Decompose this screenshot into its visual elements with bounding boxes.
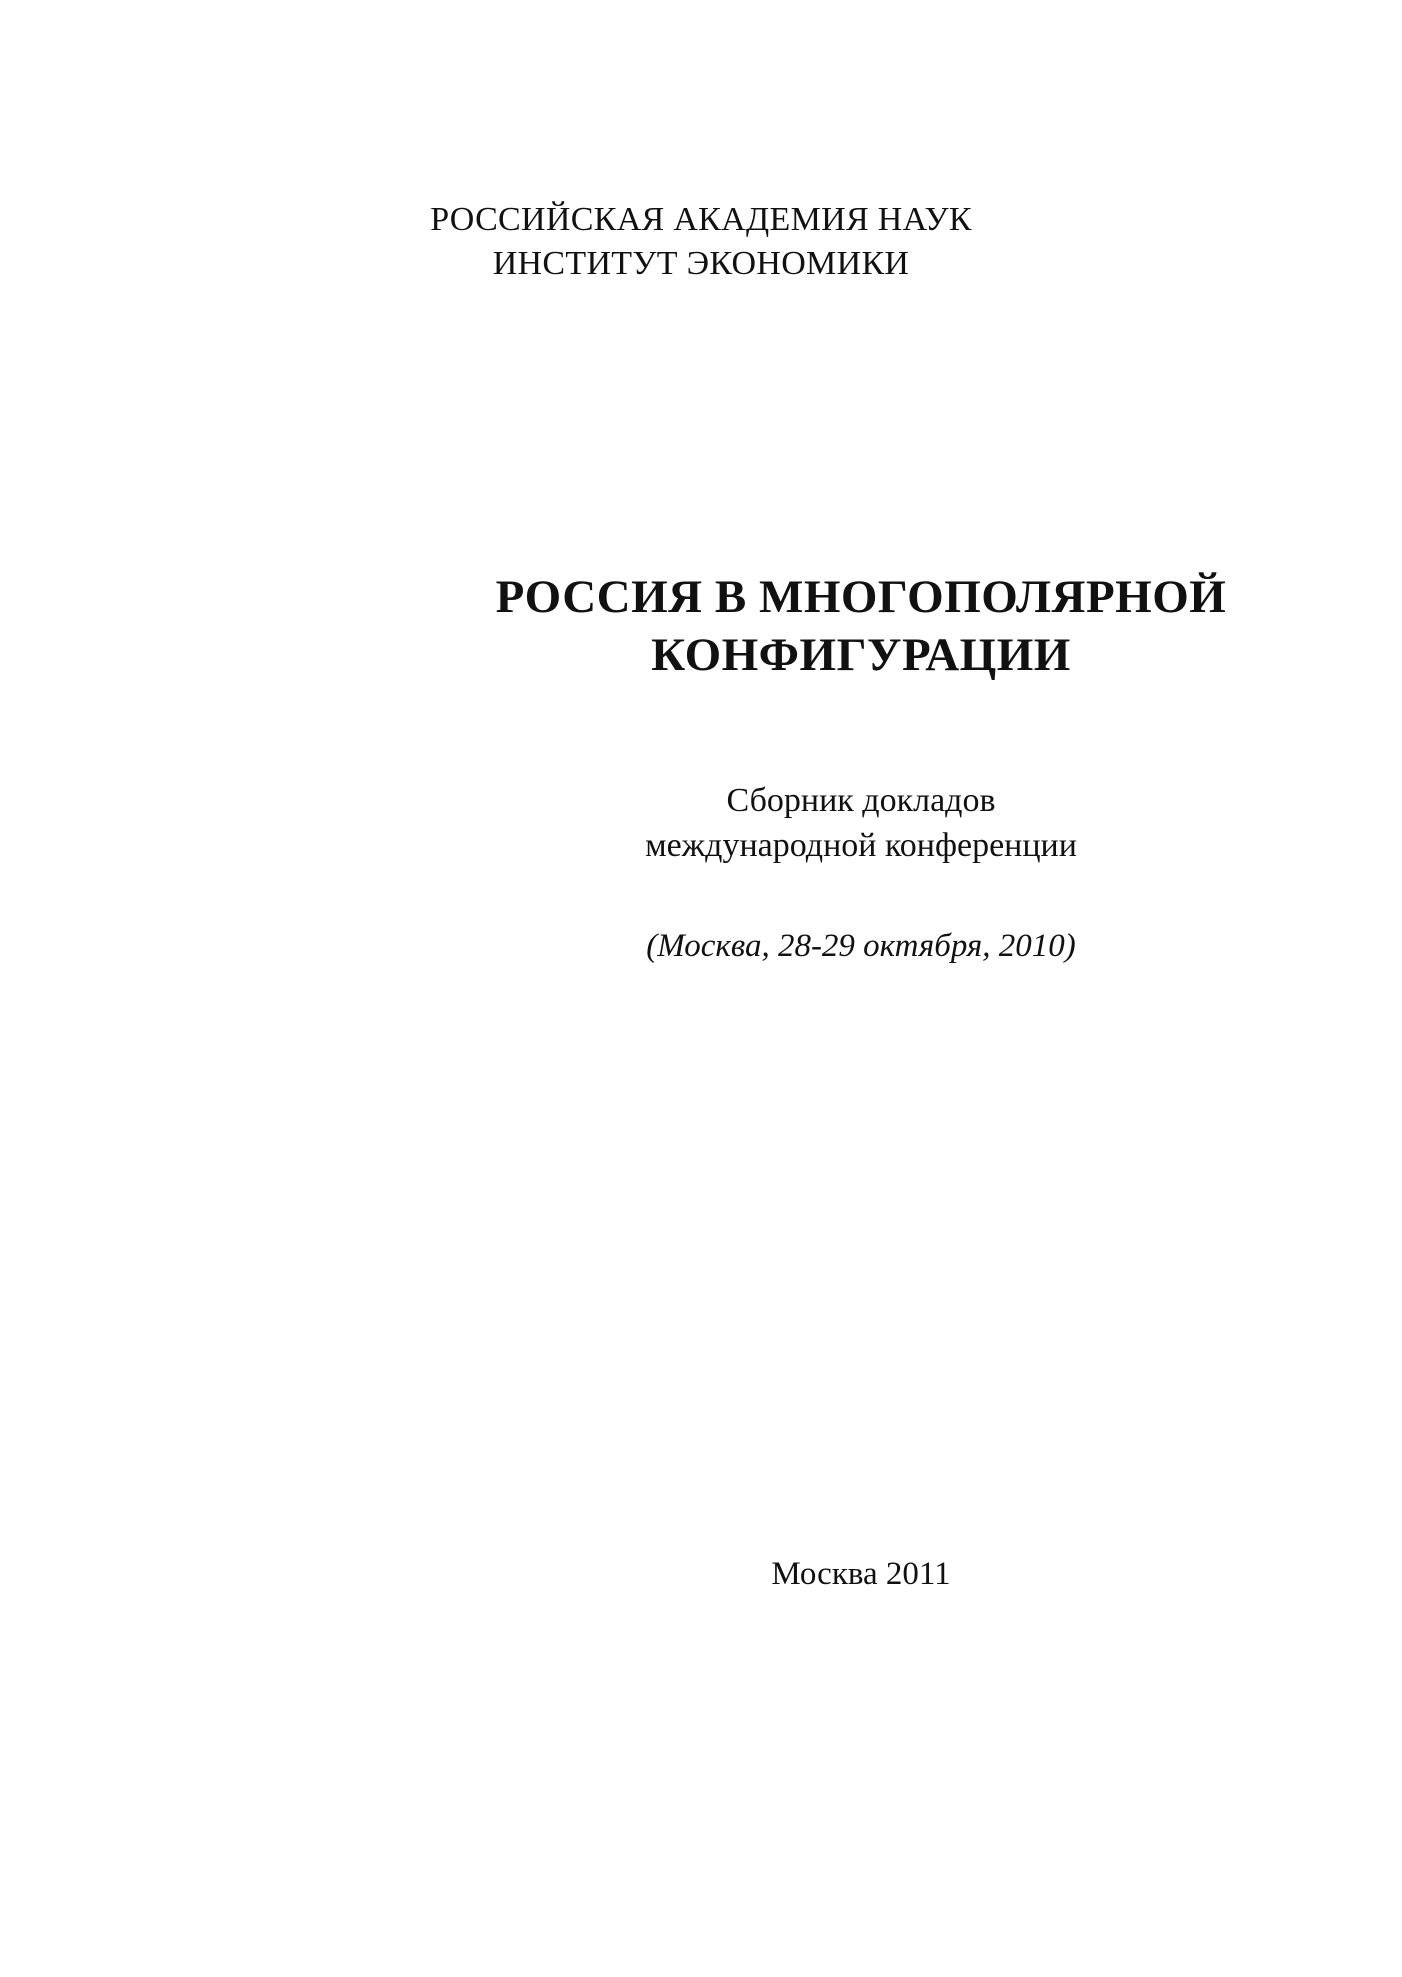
book-title [160,568,1402,684]
conference-dates: (Москва, 28-29 октября, 2010) [646,928,1076,964]
publication-imprint: Москва 2011 [771,1556,951,1592]
book-subtitle [160,778,1402,868]
book-subtitle-line-2: международной конференции [645,827,1077,864]
institution-line-institute: ИНСТИТУТ ЭКОНОМИКИ [492,245,910,282]
book-title-line-1: РОССИЯ В МНОГОПОЛЯРНОЙ [495,571,1227,623]
institution-header [0,198,1402,286]
book-subtitle-line-1: Сборник докладов [726,782,996,819]
institution-line-academy: РОССИЙСКАЯ АКАДЕМИЯ НАУК [430,201,972,238]
book-title-line-2: КОНФИГУРАЦИИ [651,629,1071,681]
